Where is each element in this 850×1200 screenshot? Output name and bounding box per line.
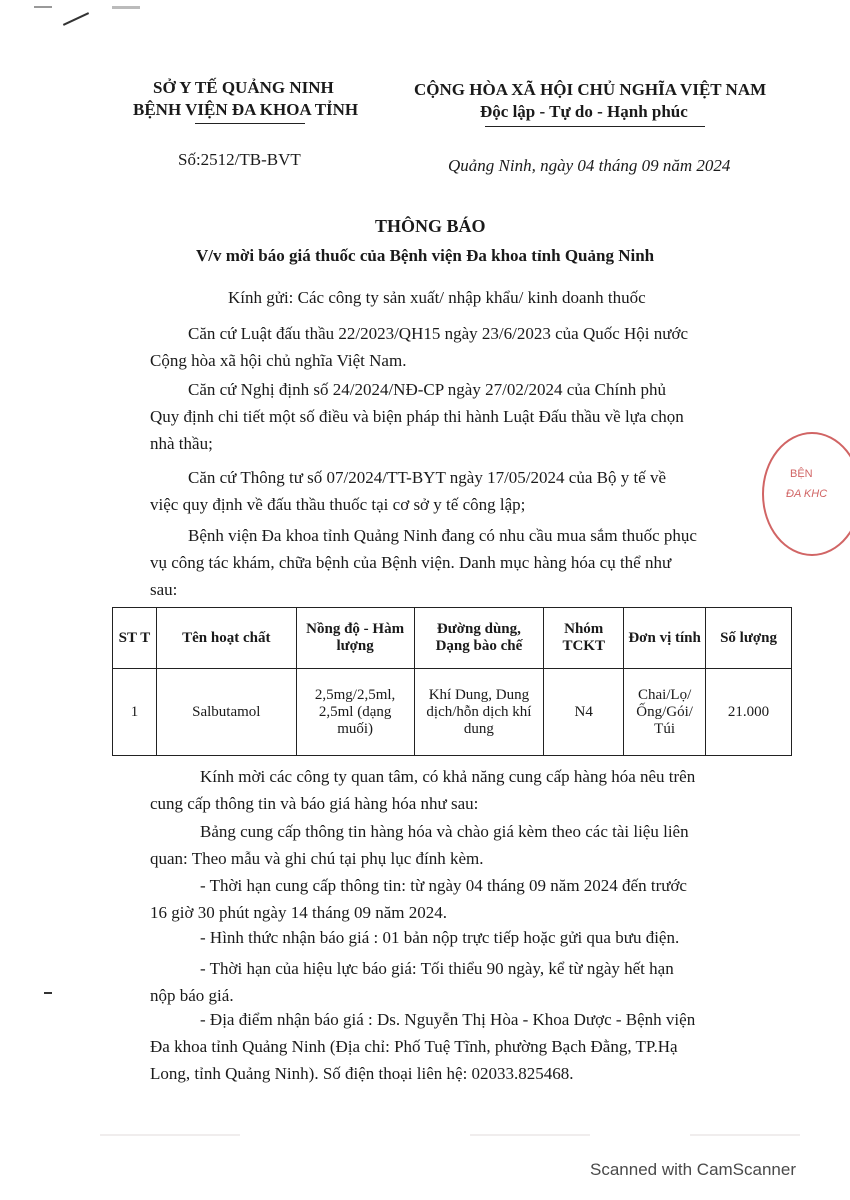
- table-header-row: [113, 608, 792, 669]
- org-name-hospital: BỆNH VIỆN ĐA KHOA TỈNH: [133, 100, 359, 119]
- red-stamp: [762, 432, 850, 556]
- cell-quantity: 21.000: [706, 669, 792, 756]
- cell-unit: Chai/Lọ/ Ống/Gói/ Túi: [624, 669, 706, 756]
- need-paragraph: [150, 522, 756, 603]
- address-paragraph: [150, 1006, 756, 1087]
- form-paragraph: [150, 818, 756, 872]
- text-line: Kính mời các công ty quan tâm, có khả năng cung cấp hàng hóa nêu trên: [200, 767, 696, 786]
- text-line: Căn cứ Luật đấu thầu 22/2023/QH15 ngày 23/6/2023 của Quốc Hội nước: [188, 324, 689, 343]
- cell-ingredient: Salbutamol: [156, 669, 296, 756]
- camscanner-watermark: Scanned with CamScanner: [590, 1160, 797, 1179]
- text-line: Cộng hòa xã hội chủ nghĩa Việt Nam.: [150, 351, 407, 370]
- text-line: Đa khoa tỉnh Quảng Ninh (Địa chỉ: Phố Tuệ Tĩnh, phường Bạch Đằng, TP.Hạ: [150, 1037, 678, 1056]
- basis-paragraph-2: [150, 376, 756, 457]
- text-line: quan: Theo mẫu và ghi chú tại phụ lục đính kèm.: [150, 849, 484, 868]
- col-header-route-form: Đường dùng, Dạng bào chế: [414, 608, 544, 669]
- text-line: cung cấp thông tin và báo giá hàng hóa như sau:: [150, 794, 479, 813]
- validity-paragraph: [150, 955, 756, 1009]
- invite-paragraph: [150, 763, 756, 817]
- cell-stt: 1: [113, 669, 157, 756]
- text-line: việc quy định về đấu thầu thuốc tại cơ sở y tế công lập;: [150, 495, 526, 514]
- col-header-ingredient: Tên hoạt chất: [156, 608, 296, 669]
- bleed-through: [470, 1134, 590, 1136]
- motto-underline: [485, 126, 705, 127]
- text-line: Căn cứ Thông tư số 07/2024/TT-BYT ngày 17/05/2024 của Bộ y tế về: [188, 468, 667, 487]
- col-header-unit: Đơn vị tính: [624, 608, 706, 669]
- text-line: sau:: [150, 580, 178, 599]
- deadline-paragraph: [150, 872, 756, 926]
- text-line: Long, tỉnh Quảng Ninh). Số điện thoại liên hệ: 02033.825468.: [150, 1064, 574, 1083]
- scan-mark: [63, 12, 89, 26]
- text-line: - Thời hạn của hiệu lực báo giá: Tối thiểu 90 ngày, kể từ ngày hết hạn: [200, 959, 674, 978]
- basis-paragraph-3: [150, 464, 756, 518]
- col-header-strength: Nồng độ - Hàm lượng: [296, 608, 414, 669]
- text-line: nộp báo giá.: [150, 986, 234, 1005]
- text-line: vụ công tác khám, chữa bệnh của Bệnh viện. Danh mục hàng hóa cụ thể như: [150, 553, 672, 572]
- text-line: Căn cứ Nghị định số 24/2024/NĐ-CP ngày 27/02/2024 của Chính phủ: [188, 380, 666, 399]
- goods-table: [112, 607, 792, 756]
- stamp-text: ĐA KHC: [786, 488, 828, 500]
- org-underline: [195, 123, 305, 124]
- text-line: Bảng cung cấp thông tin hàng hóa và chào giá kèm theo các tài liệu liên: [200, 822, 689, 841]
- nation-name: CỘNG HÒA XÃ HỘI CHỦ NGHĨA VIỆT NAM: [414, 80, 767, 99]
- basis-paragraph-1: [150, 320, 756, 374]
- bleed-through: [100, 1134, 240, 1136]
- text-line: 16 giờ 30 phút ngày 14 tháng 09 năm 2024.: [150, 903, 448, 922]
- scan-mark: [34, 6, 52, 8]
- col-header-quantity: Số lượng: [706, 608, 792, 669]
- text-line: - Địa điểm nhận báo giá : Ds. Nguyễn Thị Hòa - Khoa Dược - Bệnh viện: [200, 1010, 696, 1029]
- text-line: Bệnh viện Đa khoa tỉnh Quảng Ninh đang có nhu cầu mua sắm thuốc phục: [188, 526, 697, 545]
- notice-title: THÔNG BÁO: [375, 216, 486, 236]
- text-line: Quy định chi tiết một số điều và biện pháp thi hành Luật Đấu thầu về lựa chọn: [150, 407, 684, 426]
- cell-route-form: Khí Dung, Dung dịch/hỗn dịch khí dung: [414, 669, 544, 756]
- bleed-through: [690, 1134, 800, 1136]
- text-line: - Thời hạn cung cấp thông tin: từ ngày 04 tháng 09 năm 2024 đến trước: [200, 876, 687, 895]
- text-line: nhà thầu;: [150, 434, 213, 453]
- recipient-line: Kính gửi: Các công ty sản xuất/ nhập khẩu/ kinh doanh thuốc: [228, 288, 646, 307]
- method-paragraph: [150, 924, 756, 951]
- nation-motto: Độc lập - Tự do - Hạnh phúc: [480, 102, 688, 121]
- document-number: Số:2512/TB-BVT: [178, 150, 301, 169]
- scan-mark: [112, 6, 140, 9]
- stamp-text: BỆN: [790, 468, 813, 480]
- org-name-ministry: SỞ Y TẾ QUẢNG NINH: [153, 78, 334, 97]
- scan-mark: [44, 992, 52, 994]
- table-row: [113, 669, 792, 756]
- text-line: - Hình thức nhận báo giá : 01 bản nộp trực tiếp hoặc gửi qua bưu điện.: [200, 928, 680, 947]
- place-date: Quảng Ninh, ngày 04 tháng 09 năm 2024: [448, 156, 731, 175]
- col-header-group: Nhóm TCKT: [544, 608, 624, 669]
- cell-group: N4: [544, 669, 624, 756]
- cell-strength: 2,5mg/2,5ml, 2,5ml (dạng muối): [296, 669, 414, 756]
- col-header-stt: ST T: [113, 608, 157, 669]
- notice-subject: V/v mời báo giá thuốc của Bệnh viện Đa khoa tỉnh Quảng Ninh: [196, 246, 655, 265]
